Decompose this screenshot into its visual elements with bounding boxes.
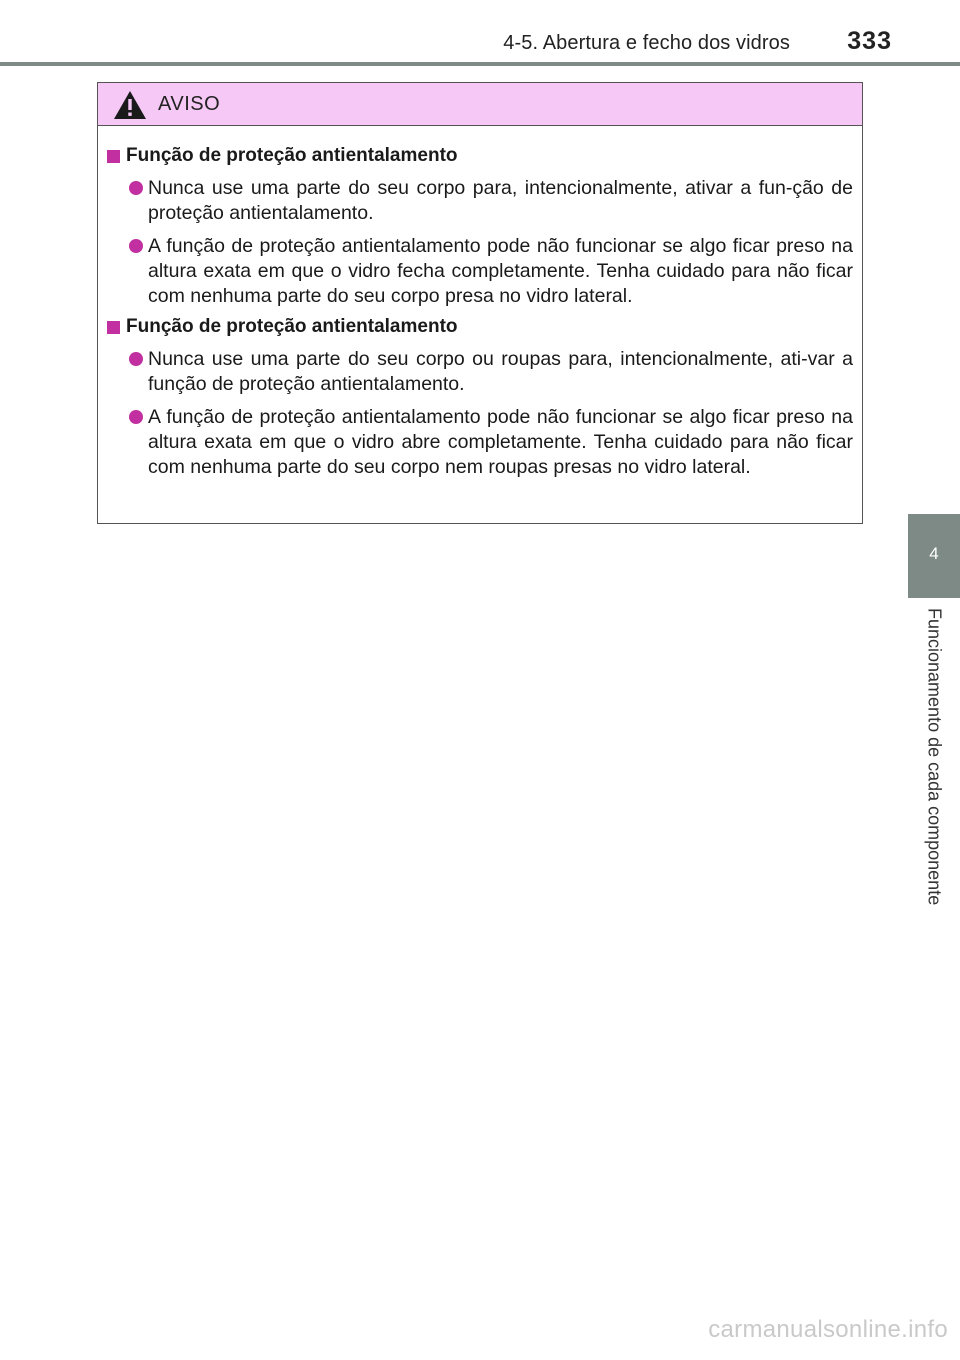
round-bullet-icon [129, 181, 143, 195]
list-item [107, 176, 853, 226]
warning-box [97, 82, 863, 524]
section-heading-text: Função de proteção antientalamento [126, 316, 458, 337]
list-item-text: Nunca use uma parte do seu corpo ou roupas para, intencionalmente, ati-var a função de proteção antientalamento. [148, 348, 853, 395]
list-item [107, 347, 853, 397]
warning-body [98, 126, 862, 480]
chapter-tab [908, 514, 960, 598]
section-heading [107, 144, 853, 168]
round-bullet-icon [129, 352, 143, 366]
warning-triangle-icon [113, 90, 147, 120]
section-heading-text: Função de proteção antientalamento [126, 145, 458, 166]
header-rule [0, 62, 960, 66]
list-item-text: A função de proteção antientalamento pode não funcionar se algo ficar preso na altura exata em que o vidro fecha completamente. Tenha cuidado para não ficar com nenhuma parte do seu corpo presa no vidro lateral. [148, 235, 853, 307]
warning-label: AVISO [158, 93, 221, 115]
watermark: carmanualsonline.info [708, 1316, 948, 1343]
section-title: 4-5. Abertura e fecho dos vidros [503, 32, 790, 54]
warning-section [107, 315, 853, 480]
round-bullet-icon [129, 410, 143, 424]
chapter-number: 4 [929, 544, 939, 563]
list-item [107, 234, 853, 309]
warning-section [107, 144, 853, 309]
chapter-caption: Funcionamento de cada componente [924, 608, 945, 906]
page-header [0, 0, 960, 70]
section-heading [107, 315, 853, 339]
page-number: 333 [847, 27, 892, 55]
list-item [107, 405, 853, 480]
warning-header [98, 83, 862, 126]
list-item-text: Nunca use uma parte do seu corpo para, intencionalmente, ativar a fun-ção de proteção antientalamento. [148, 177, 853, 224]
list-item-text: A função de proteção antientalamento pode não funcionar se algo ficar preso na altura exata em que o vidro abre completamente. Tenha cuidado para não ficar com nenhuma parte do seu corpo nem roupas presas no vidro lateral. [148, 406, 853, 478]
square-bullet-icon [107, 150, 120, 163]
square-bullet-icon [107, 321, 120, 334]
round-bullet-icon [129, 239, 143, 253]
